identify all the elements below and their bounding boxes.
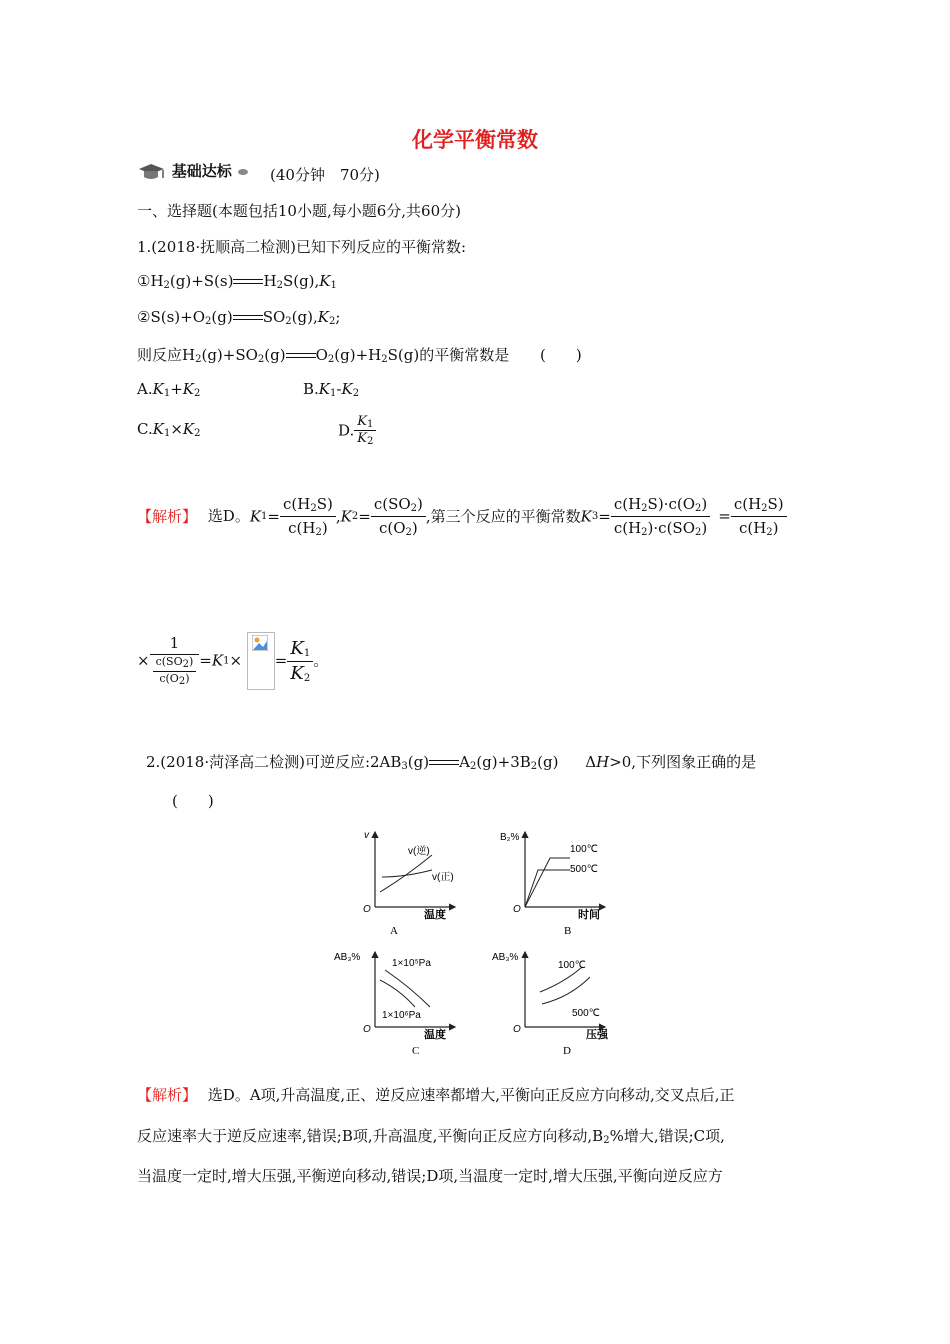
fig-c-curve-1e5	[385, 970, 430, 1007]
figure-c	[334, 952, 455, 1057]
q1-reaction-3: 则反应$H_2(g)+SO_2(g)$ $O_2(g)+H_2S(g)$的平衡常数是	[137, 346, 510, 365]
graduation-cap-icon	[137, 162, 167, 182]
equilibrium-arrow-icon	[233, 313, 263, 323]
q1-stem: 1.(2018·抚顺高二检测)已知下列反应的平衡常数:	[137, 238, 467, 256]
fig-b-origin: O	[513, 904, 521, 915]
k1-fraction: $\frac{c(H_2S)}{c(H_2)}$	[280, 493, 336, 540]
fig-a-curve-forward	[382, 870, 432, 877]
broken-image-placeholder	[247, 632, 275, 690]
q2-figures	[330, 822, 620, 1062]
q1-answer-paren: ( )	[540, 346, 582, 364]
equilibrium-arrow-icon	[286, 351, 316, 361]
fig-d-label-500: 500℃	[572, 1008, 600, 1019]
fig-b-ylabel: B₂%	[500, 832, 520, 843]
fig-a-ylabel: v	[364, 830, 369, 841]
fig-b-xlabel: 时间	[578, 909, 600, 921]
fig-b-caption: B	[564, 925, 572, 937]
fig-d-ylabel: AB₃%	[492, 952, 519, 963]
fig-a-label-forward: v(正)	[432, 872, 454, 883]
fig-d-label-100: 100℃	[558, 960, 586, 971]
q2-stem: 2.(2018·菏泽高二检测)可逆反应$:2AB_3(g)$ $A_2(g)+3B_2(g)$ ΔH>0,下列图象正确的是	[146, 753, 757, 772]
fig-d-caption: D	[563, 1045, 571, 1057]
small-pencil-icon	[237, 166, 251, 176]
q1-reaction-1: $①H_2(g)+S(s)$ $H_2S(g),K_1$	[137, 272, 337, 291]
fig-c-ylabel: AB₃%	[334, 952, 361, 963]
broken-image-icon	[252, 635, 268, 651]
figure-b	[500, 832, 605, 937]
q1-option-b[interactable]: $B.K_1-K_2$	[303, 380, 360, 399]
fig-b-curve-100	[525, 858, 570, 907]
figure-d	[492, 952, 609, 1057]
fig-b-label-500: 500℃	[570, 864, 598, 875]
q1-reaction-2: $②S(s)+O_2(g)$ $SO_2(g),K_2$;	[137, 308, 341, 327]
fig-a-label-reverse: v(逆)	[408, 846, 430, 857]
fig-b-curve-500	[525, 870, 570, 907]
a1-line1: 【解析】 选D。K1= $\frac{c(H_2S)}{c(H_2)}$ ,K2= $\frac{c(SO_2)}{c(O_2)}$ ,第三个反应的平衡常数K3= $\frac{c(H_2S)\cdot c(O_2)}{c(H_2)\cdot c(SO_2)}$ = $\frac{c(H_2S)}{c(H_2)}$	[137, 493, 787, 540]
fig-a-curve-reverse	[380, 855, 432, 892]
fig-b-label-100: 100℃	[570, 844, 598, 855]
figure-a	[363, 830, 455, 937]
q1-option-c[interactable]: $C.K_1\times K_2$	[137, 420, 201, 439]
fig-d-curve-500	[542, 977, 590, 1004]
k3-simplified-fraction: $\frac{c(H_2S)}{c(H_2)}$	[731, 493, 787, 540]
q2-answer-paren: ( )	[172, 792, 214, 810]
fig-c-origin: O	[363, 1024, 371, 1035]
equilibrium-arrow-icon	[233, 277, 263, 287]
q1-option-a[interactable]: $A.K_1+K_2$	[137, 380, 201, 399]
a2-line3: 当温度一定时,增大压强,平衡逆向移动,错误;D项,当温度一定时,增大压强,平衡向逆反应方	[137, 1167, 723, 1185]
a1-line2: × $\frac{1}{\frac{c(SO_2)}{c(O_2)}}$ =K1× = $\frac{K_1}{K_2}$ 。	[137, 632, 328, 690]
k3-fraction: $\frac{c(H_2S)\cdot c(O_2)}{c(H_2)\cdot c(SO_2)}$	[611, 493, 710, 540]
fig-d-origin: O	[513, 1024, 521, 1035]
analysis-tag: 【解析】	[137, 507, 198, 526]
fig-a-caption: A	[390, 925, 398, 937]
section-time: (40分钟 70分)	[270, 166, 380, 184]
fig-c-label-1e5: 1×10⁵Pa	[392, 958, 431, 969]
a2-line1: 【解析】 选D。A项,升高温度,正、逆反应速率都增大,平衡向正反应方向移动,交叉点后,正	[137, 1086, 735, 1104]
analysis-tag: 【解析】	[137, 1086, 198, 1104]
q1-option-d[interactable]: D. $\frac{K_1}{K_2}$	[338, 414, 376, 447]
section-label: 基础达标	[171, 162, 232, 180]
a2-line2: 反应速率大于逆反应速率,错误;B项,升高温度,平衡向正反应方向移动$,B_2\%$增大,错误;C项,	[137, 1127, 725, 1146]
fig-c-xlabel: 温度	[424, 1029, 446, 1041]
fig-c-curve-1e6	[380, 980, 415, 1007]
k2-fraction: $\frac{c(SO_2)}{c(O_2)}$	[371, 493, 426, 540]
fig-a-xlabel: 温度	[424, 909, 446, 921]
page-title: 化学平衡常数	[412, 128, 538, 152]
fig-d-xlabel: 压强	[586, 1029, 608, 1041]
fig-a-origin: O	[363, 904, 371, 915]
fig-c-label-1e6: 1×10⁶Pa	[382, 1010, 421, 1021]
section-header	[137, 160, 251, 182]
fig-c-caption: C	[412, 1045, 420, 1057]
part-heading: 一、选择题(本题包括10小题,每小题6分,共60分)	[137, 202, 461, 220]
reciprocal-fraction: $\frac{1}{\frac{c(SO_2)}{c(O_2)}}$	[150, 634, 200, 688]
equilibrium-arrow-icon	[429, 758, 459, 768]
